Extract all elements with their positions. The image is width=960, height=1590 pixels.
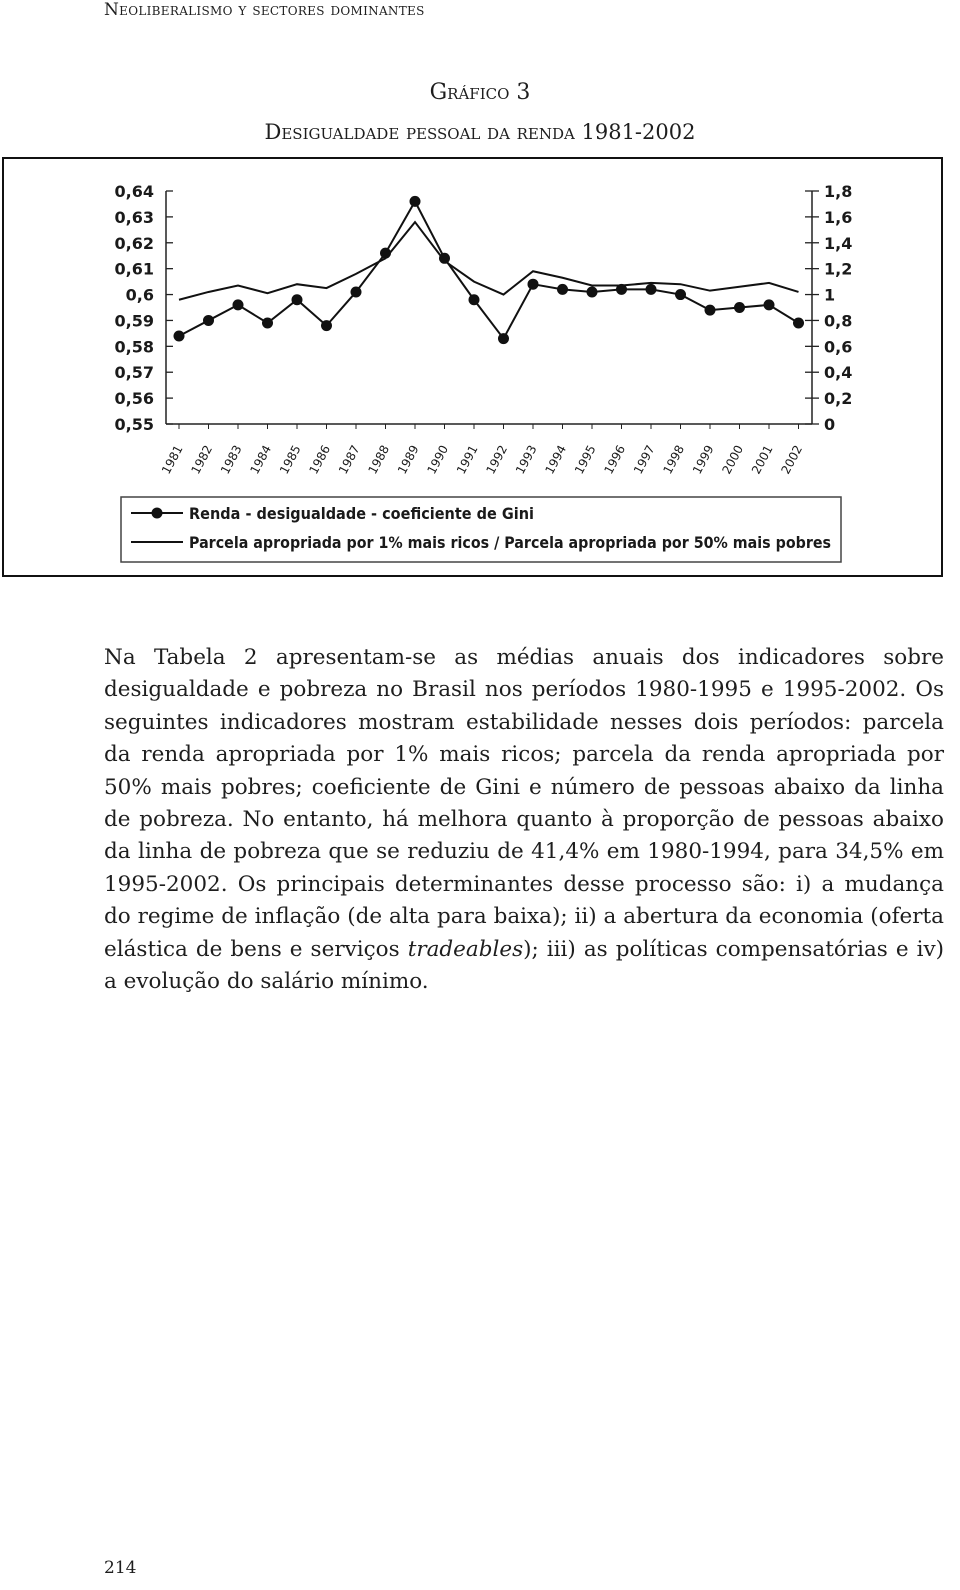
x-tick-label: 1998 bbox=[660, 442, 688, 477]
right-tick-label: 0,4 bbox=[824, 363, 853, 383]
right-tick-label: 1,8 bbox=[824, 182, 853, 201]
figure-title: Desigualdade pessoal da renda 1981-2002 bbox=[264, 120, 696, 144]
x-tick-label: 2000 bbox=[719, 442, 747, 477]
legend-label-2: Parcela apropriada por 1% mais ricos / Parcela apropriada por 50% mais pobres bbox=[189, 533, 831, 552]
figure-label: Gráfico 3 bbox=[429, 80, 531, 105]
right-tick-label: 1,2 bbox=[824, 259, 853, 279]
right-tick-label: 1 bbox=[824, 285, 836, 305]
left-tick-label: 0,56 bbox=[114, 389, 154, 409]
paragraph-text-end: ); iii) as políticas compensatórias e iv) a evolução do salário mínimo. bbox=[104, 936, 945, 995]
gini-data-point bbox=[528, 279, 539, 290]
x-tick-label: 1990 bbox=[424, 442, 452, 477]
right-tick-label: 1,6 bbox=[824, 207, 853, 227]
left-tick-label: 0,6 bbox=[125, 285, 154, 305]
left-tick-label: 0,55 bbox=[114, 415, 154, 434]
gini-data-point bbox=[469, 294, 480, 305]
legend-marker bbox=[152, 508, 163, 519]
x-tick-label: 1997 bbox=[630, 442, 658, 477]
series-line-2 bbox=[179, 222, 799, 300]
x-tick-label: 1987 bbox=[335, 442, 363, 477]
x-tick-label: 1992 bbox=[483, 442, 511, 477]
gini-data-point bbox=[351, 286, 362, 297]
gini-data-point bbox=[174, 330, 185, 341]
paragraph-italic-term: tradeables bbox=[407, 936, 524, 962]
right-tick-label: 0,6 bbox=[824, 337, 853, 357]
left-tick-label: 0,61 bbox=[114, 259, 154, 279]
x-tick-label: 1985 bbox=[276, 442, 304, 477]
gini-chart bbox=[4, 159, 941, 575]
left-tick-label: 0,59 bbox=[114, 311, 154, 331]
x-tick-label: 1993 bbox=[512, 442, 540, 477]
gini-data-point bbox=[764, 299, 775, 310]
gini-data-point bbox=[705, 305, 716, 316]
gini-data-point bbox=[557, 284, 568, 295]
gini-data-point bbox=[321, 320, 332, 331]
running-head: Neoliberalismo y sectores dominantes bbox=[104, 0, 425, 20]
x-tick-label: 1983 bbox=[217, 442, 245, 477]
gini-data-point bbox=[410, 196, 421, 207]
x-tick-label: 1981 bbox=[158, 442, 186, 477]
x-tick-label: 1999 bbox=[689, 442, 717, 477]
body-paragraph bbox=[104, 642, 944, 998]
x-tick-label: 1996 bbox=[601, 442, 629, 477]
right-tick-label: 0,8 bbox=[824, 311, 853, 331]
gini-data-point bbox=[233, 299, 244, 310]
gini-data-point bbox=[734, 302, 745, 313]
left-tick-label: 0,62 bbox=[114, 233, 154, 253]
x-tick-label: 1988 bbox=[365, 442, 393, 477]
series-line-1 bbox=[179, 201, 799, 338]
right-tick-label: 0 bbox=[824, 415, 836, 434]
page-number: 214 bbox=[104, 1558, 137, 1578]
x-tick-label: 2001 bbox=[748, 442, 776, 477]
left-tick-label: 0,57 bbox=[114, 363, 154, 383]
gini-data-point bbox=[646, 284, 657, 295]
x-tick-label: 1982 bbox=[188, 442, 216, 477]
x-tick-label: 1989 bbox=[394, 442, 422, 477]
gini-data-point bbox=[203, 315, 214, 326]
x-tick-label: 1995 bbox=[571, 442, 599, 477]
gini-data-point bbox=[793, 318, 804, 329]
x-tick-label: 1991 bbox=[453, 442, 481, 477]
x-tick-label: 1984 bbox=[247, 442, 275, 477]
x-tick-label: 1994 bbox=[542, 442, 570, 477]
paragraph-text-main: Na Tabela 2 apresentam-se as médias anuais dos indicadores sobre desigualdade e pobreza no Brasil nos períodos 1980-1995 e 1995-2002. Os seguintes indicadores mostram estabilidade nesses dois períodos: parcela da renda apropriada por 1% mais ricos; parcela da renda apropriada por 50% mais pobres; coeficiente de Gini e número de pessoas abaixo da linha de pobreza. No entanto, há melhora quanto à proporção de pessoas abaixo da linha de pobreza que se reduziu de 41,4% em 1980-1994, para 34,5% em 1995-2002. Os principais determinantes desse processo são: i) a mudança do regime de inflação (de alta para baixa); ii) a abertura da economia (oferta elástica de bens e serviços bbox=[104, 645, 944, 962]
gini-data-point bbox=[675, 289, 686, 300]
gini-data-point bbox=[262, 318, 273, 329]
legend-label-1: Renda - desigualdade - coeficiente de Gini bbox=[189, 504, 534, 523]
gini-data-point bbox=[292, 294, 303, 305]
left-tick-label: 0,63 bbox=[114, 207, 154, 227]
right-tick-label: 0,2 bbox=[824, 389, 853, 409]
gini-data-point bbox=[587, 286, 598, 297]
chart-frame bbox=[2, 157, 943, 577]
left-tick-label: 0,64 bbox=[114, 182, 154, 201]
gini-data-point bbox=[498, 333, 509, 344]
right-tick-label: 1,4 bbox=[824, 233, 853, 253]
x-tick-label: 1986 bbox=[306, 442, 334, 477]
x-tick-label: 2002 bbox=[778, 442, 806, 477]
left-tick-label: 0,58 bbox=[114, 337, 154, 357]
